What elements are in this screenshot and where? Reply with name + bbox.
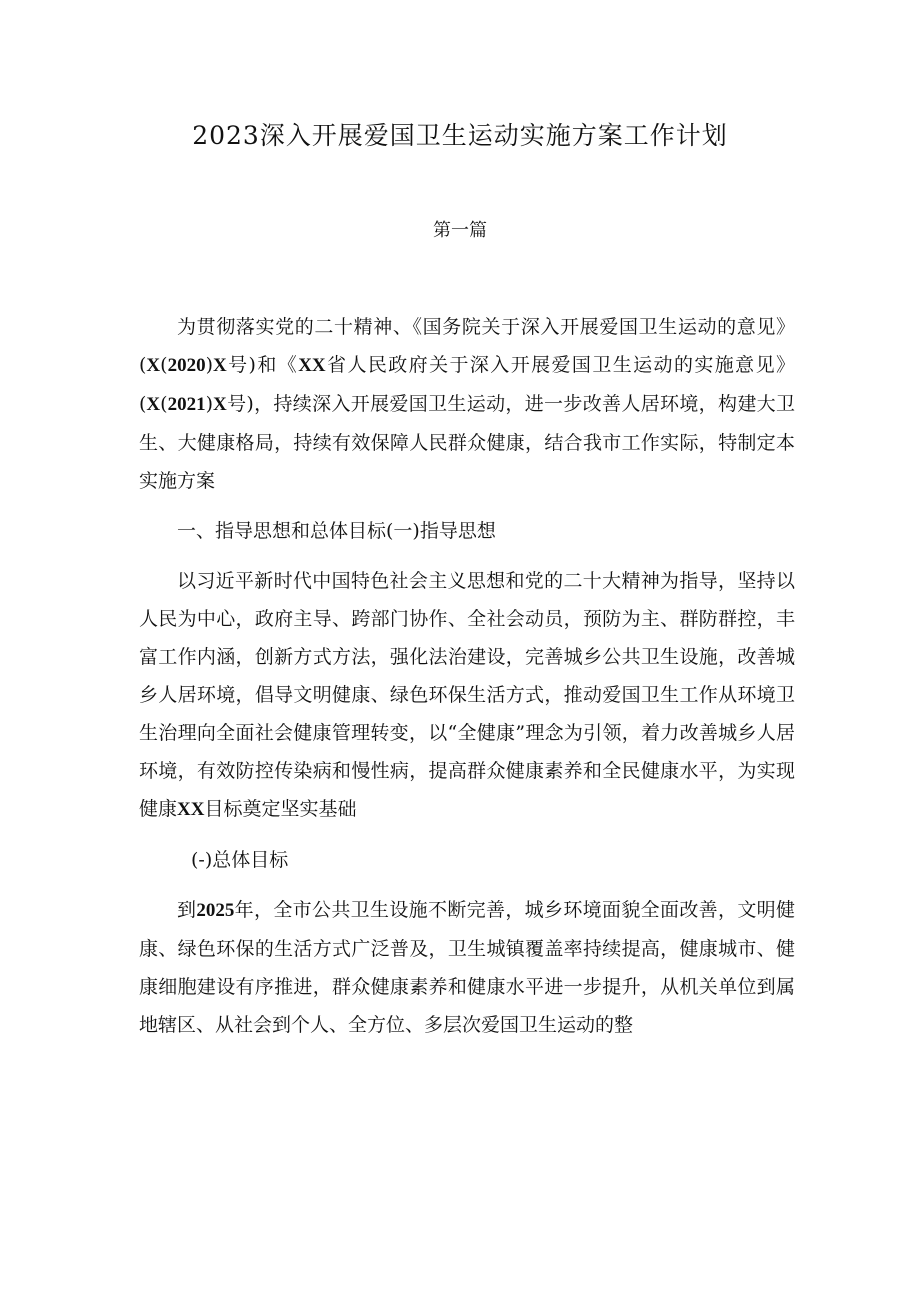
section-heading-overall-goal: (-)总体目标 bbox=[191, 849, 289, 871]
paragraph-intro: 为贯彻落实党的二十精神、《国务院关于深入开展爱国卫生运动的意见》(X(2020)X号)和《XX省人民政府关于深入开展爱国卫生运动的实施意见》(X(2021)X号)，持续深入开展爱国卫生运动，进一步改善人居环境，构建大卫生、大健康格局，持续有效保障人民群众健康，结合我市工作实际，特制定本实施方案 bbox=[139, 316, 795, 492]
paragraph-guiding-ideology: 以习近平新时代中国特色社会主义思想和党的二十大精神为指导，坚持以人民为中心，政府主导、跨部门协作、全社会动员，预防为主、群防群控，丰富工作内涵，创新方式方法，强化法治建设，完善城乡公共卫生设施，改善城乡人居环境，倡导文明健康、绿色环保生活方式，推动爱国卫生工作从环境卫生治理向全面社会健康管理转变，以“全健康”理念为引领，着力改善城乡人居环境，有效防控传染病和慢性病，提高群众健康素养和全民健康水平，为实现健康XX目标奠定坚实基础 bbox=[139, 570, 795, 820]
section-heading-guiding-ideology: 一、指导思想和总体目标(一)指导思想 bbox=[177, 520, 496, 542]
document-subtitle: 第一篇 bbox=[433, 220, 487, 241]
paragraph-overall-goal: 到2025年，全市公共卫生设施不断完善，城乡环境面貌全面改善，文明健康、绿色环保的生活方式广泛普及，卫生城镇覆盖率持续提高，健康城市、健康细胞建设有序推进，群众健康素养和健康水平进一步提升，从机关单位到属地辖区、从社会到个人、全方位、多层次爱国卫生运动的整 bbox=[139, 899, 795, 1036]
document-title: 2023深入开展爱国卫生运动实施方案工作计划 bbox=[192, 121, 728, 150]
document-body bbox=[139, 308, 795, 1056]
